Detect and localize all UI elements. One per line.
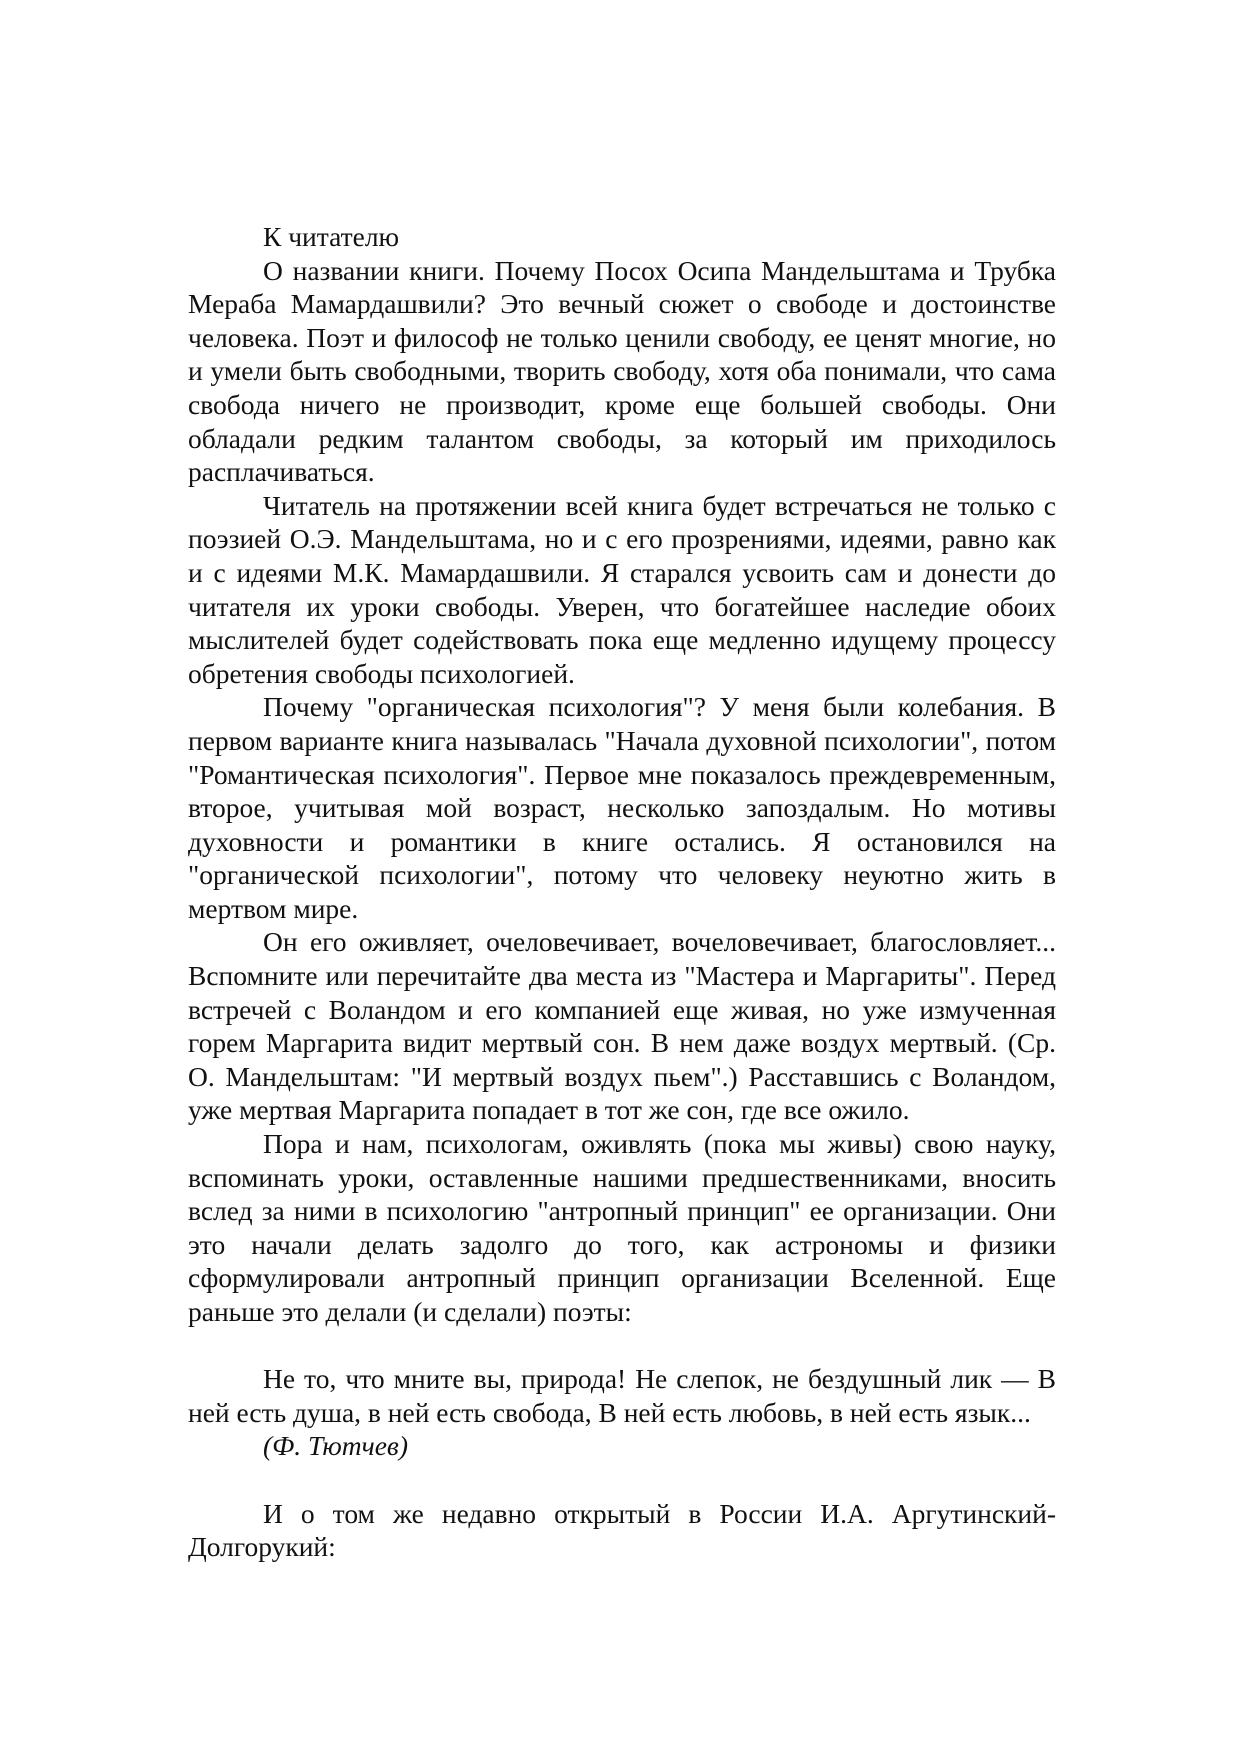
paragraph-reader: Читатель на протяжении всей книга будет встречаться не только с поэзией О.Э. Мандельштама, но и с его прозрениями, идеями, равно как и с идеями М.К. Мамардашвили. Я старался усвоить сам и донести до читателя их уроки свободы. Уверен, что богатейшее наследие обоих мыслителей будет содействовать пока еще медленно идущему процессу обретения свободы психологией. — [188, 489, 1056, 689]
verse-quote: Не то, что мните вы, природа! Не слепок, не бездушный лик — В ней есть душа, в ней есть свобода, В ней есть любовь, в ней есть язык... — [188, 1363, 1056, 1428]
paragraph-book-title: О названии книги. Почему Посох Осипа Мандельштама и Трубка Мераба Мамардашвили? Это вечный сюжет о свободе и достоинстве человека. Поэт и философ не только ценили свободу, ее ценят многие, но и умели быть свободными, творить свободу, хотя оба понимали, что сама свобода ничего не производит, кроме еще большей свободы. Они обладали редким талантом свободы, за который им приходилось расплачиваться. — [188, 254, 1056, 488]
paragraph-organic-psychology: Почему "органическая психология"? У меня были колебания. В первом варианте книга называлась "Начала духовной психологии", потом "Романтическая психология". Первое мне показалось преждевременным, второе, учитывая мой возраст, несколько запоздалым. Но мотивы духовности и романтики в книге остались. Я остановился на "органической психологии", потому что человеку неуютно жить в мертвом мире. — [188, 691, 1056, 924]
section-heading: К читателю — [263, 221, 400, 252]
paragraph-master-margarita: Он его оживляет, очеловечивает, вочеловечивает, благословляет... Вспомните или перечитайте два места из "Мастера и Маргариты". Перед встречей с Воландом и его компанией еще живая, но уже измученная горем Маргарита видит мертвый сон. В нем даже воздух мертвый. (Ср. О. Мандельштам: "И мертвый воздух пьем".) Расставшись с Воландом, уже мертвая Маргарита попадает в тот же сон, где все ожило. — [188, 926, 1056, 1126]
verse-attribution: (Ф. Тютчев) — [263, 1430, 408, 1462]
document-page — [188, 220, 1056, 1564]
paragraph-closing: И о том же недавно открытый в России И.А. Аргутинский-Долгорукий: — [188, 1497, 1056, 1563]
paragraph-psychologists: Пора и нам, психологам, оживлять (пока мы живы) свою науку, вспоминать уроки, оставленные нашими предшественниками, вносить вслед за ними в психологию "антропный принцип" ее организации. Они это начали делать задолго до того, как астрономы и физики сформулировали антропный принцип организации Вселенной. Еще раньше это делали (и сделали) поэты: — [188, 1128, 1056, 1327]
